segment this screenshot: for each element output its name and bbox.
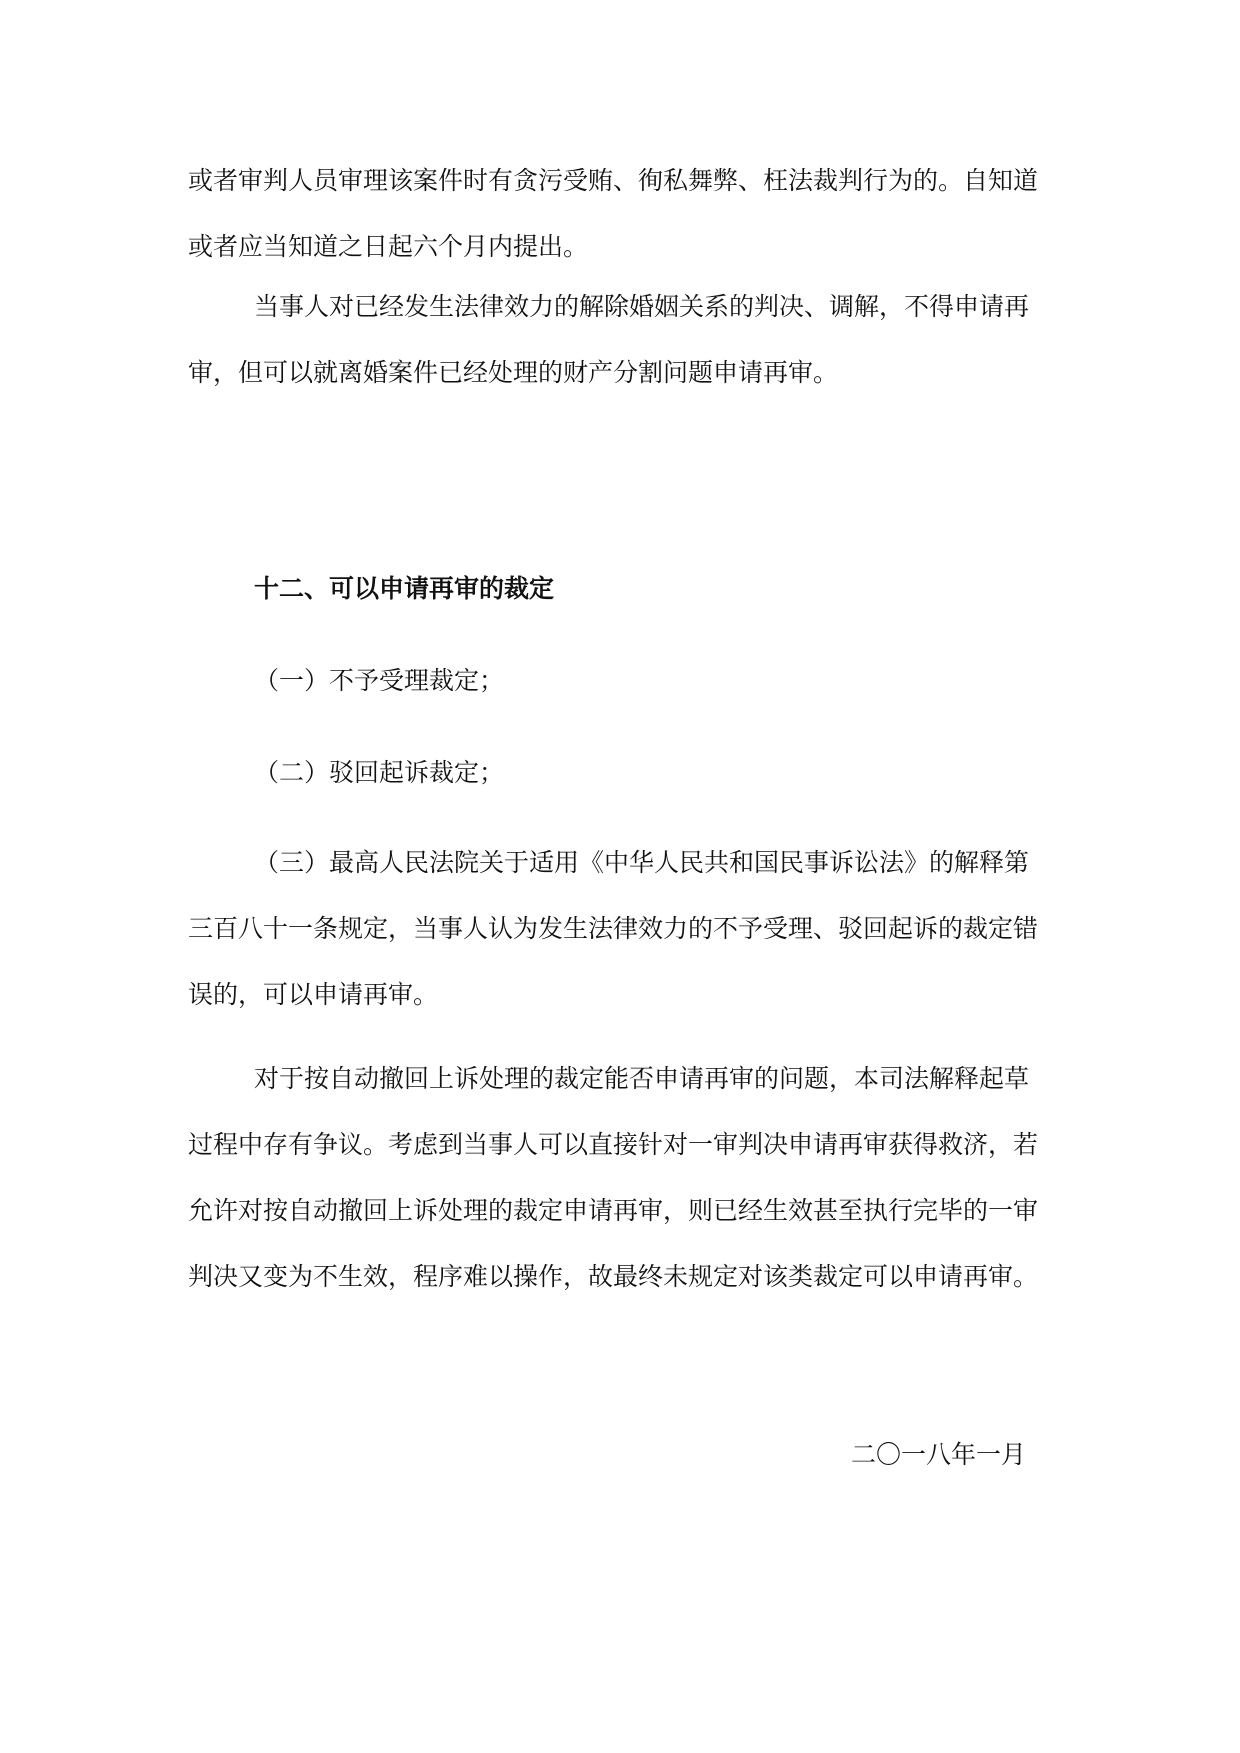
section-heading: 十二、可以申请再审的裁定 [254,574,555,603]
document-date: 二〇一八年一月 [850,1440,1026,1469]
text-line: 当事人对已经发生法律效力的解除婚姻关系的判决、调解，不得申请再 [254,292,1030,321]
paragraph-continuation [188,148,1048,280]
text-line: 误的，可以申请再审。 [188,980,439,1009]
list-item: （二）驳回起诉裁定； [254,758,505,787]
text-line: 判决又变为不生效，程序难以操作，故最终未规定对该类裁定可以申请再审。 [188,1262,1039,1291]
paragraph-divorce-rule [188,274,1048,406]
text-line: （三）最高人民法院关于适用《中华人民共和国民事诉讼法》的解释第 [254,848,1030,877]
text-line: 或者应当知道之日起六个月内提出。 [188,232,589,261]
text-line: 对于按自动撤回上诉处理的裁定能否申请再审的问题，本司法解释起草 [254,1064,1030,1093]
list-item-three [188,830,1048,1028]
text-line: 允许对按自动撤回上诉处理的裁定申请再审，则已经生效甚至执行完毕的一审 [188,1196,1039,1225]
text-line: 过程中存有争议。考虑到当事人可以直接针对一审判决申请再审获得救济，若 [188,1130,1039,1159]
text-line: 或者审判人员审理该案件时有贪污受贿、徇私舞弊、枉法裁判行为的。自知道 [188,166,1039,195]
text-line: 三百八十一条规定，当事人认为发生法律效力的不予受理、驳回起诉的裁定错 [188,914,1039,943]
text-line: 审，但可以就离婚案件已经处理的财产分割问题申请再审。 [188,358,839,387]
list-item: （一）不予受理裁定； [254,666,505,695]
paragraph-closing [188,1046,1048,1310]
